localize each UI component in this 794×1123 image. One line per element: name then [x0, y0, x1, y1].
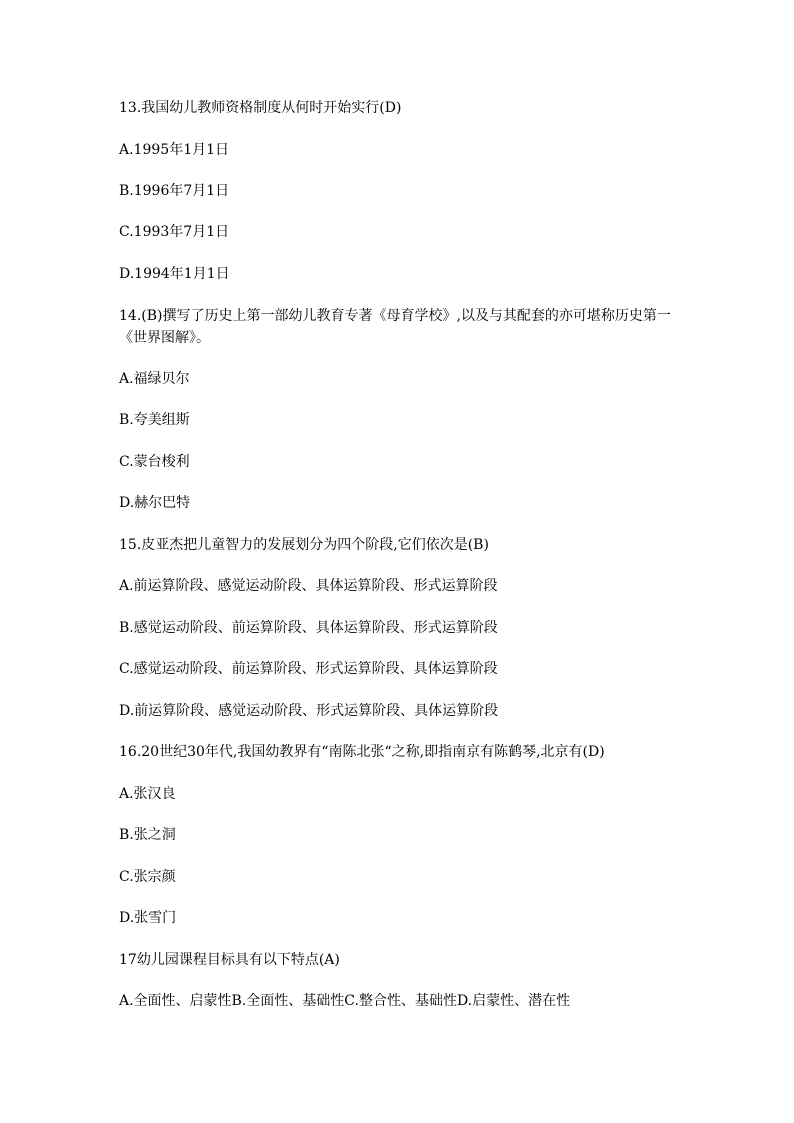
question-15-option-d: D.前运算阶段、感觉运动阶段、形式运算阶段、具体运算阶段: [119, 703, 499, 719]
question-15-option-b: B.感觉运动阶段、前运算阶段、具体运算阶段、形式运算阶段: [119, 620, 498, 636]
question-13-option-a: A.1995年1月1日: [119, 142, 230, 158]
question-17-options: A.全面性、启蒙性B.全面性、基础性C.整合性、基础性D.启蒙性、潜在性: [119, 993, 571, 1009]
question-17-stem: 17幼儿园课程目标具有以下特点(A): [119, 952, 340, 968]
question-14-option-d: D.赫尔巴特: [119, 495, 191, 511]
question-15-stem: 15.皮亚杰把儿童智力的发展划分为四个阶段,它们依次是(B): [119, 537, 489, 553]
question-16-option-d: D.张雪门: [119, 910, 177, 926]
question-16-option-c: C.张宗颜: [119, 869, 176, 885]
question-16-stem: 16.20世纪30年代,我国幼教界有“南陈北张“之称,即指南京有陈鹤琴,北京有(D): [119, 744, 605, 760]
question-15-option-a: A.前运算阶段、感觉运动阶段、具体运算阶段、形式运算阶段: [119, 578, 498, 594]
question-13-option-c: C.1993年7月1日: [119, 224, 230, 240]
question-14-option-c: C.蒙台梭利: [119, 454, 190, 470]
question-14-option-b: B.夸美组斯: [119, 412, 190, 428]
question-14-option-a: A.福绿贝尔: [119, 371, 190, 387]
question-14-stem: 14.(B)撰写了历史上第一部幼儿教育专著《母育学校》,以及与其配套的亦可堪称历史第一《世界图解》。: [119, 308, 671, 346]
question-15-option-c: C.感觉运动阶段、前运算阶段、形式运算阶段、具体运算阶段: [119, 661, 498, 677]
question-13-stem: 13.我国幼儿教师资格制度从何时开始实行(D): [119, 100, 402, 116]
question-13-option-d: D.1994年1月1日: [119, 266, 230, 282]
question-16-option-b: B.张之洞: [119, 827, 176, 843]
question-13-option-b: B.1996年7月1日: [119, 183, 230, 199]
question-16-option-a: A.张汉良: [119, 786, 176, 802]
